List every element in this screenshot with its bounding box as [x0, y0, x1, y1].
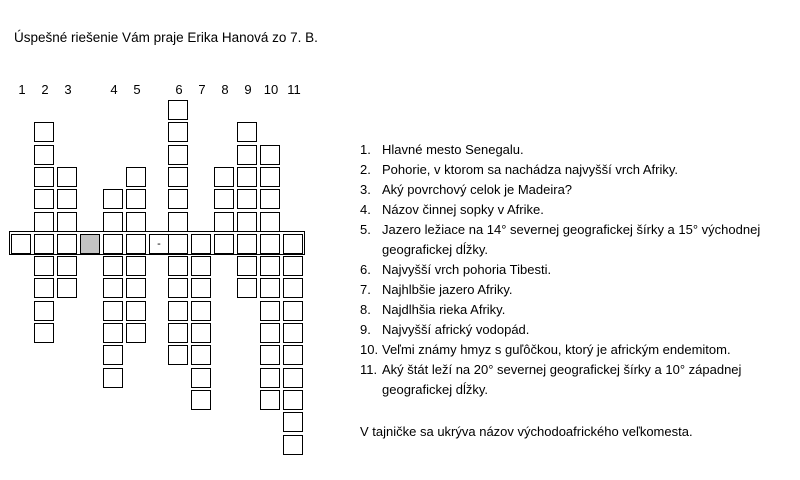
- grid-cell: [237, 189, 257, 209]
- column-number: 9: [244, 82, 252, 97]
- grid-cell: [283, 435, 303, 455]
- grid-cell: [260, 345, 280, 365]
- grid-cell: [103, 345, 123, 365]
- clue-item: 7. Najhlbšie jazero Afriky.: [360, 282, 513, 297]
- grid-cell: [260, 167, 280, 187]
- grid-cell: [237, 212, 257, 232]
- grid-cell: [34, 145, 54, 165]
- column-number: 6: [175, 82, 183, 97]
- secret-cell: [260, 234, 280, 254]
- grid-cell: [103, 256, 123, 276]
- clue-list: [360, 140, 785, 400]
- grid-cell: [214, 167, 234, 187]
- grid-cell: [191, 278, 211, 298]
- grid-cell: [34, 323, 54, 343]
- crossword-grid: [0, 0, 320, 480]
- grid-cell: [191, 368, 211, 388]
- grid-cell: [283, 368, 303, 388]
- column-number: 4: [110, 82, 118, 97]
- grid-cell: [191, 323, 211, 343]
- grid-cell: [34, 212, 54, 232]
- clue-item: 4. Názov činnej sopky v Afrike.: [360, 202, 544, 217]
- grid-cell: [214, 212, 234, 232]
- grid-cell: [34, 278, 54, 298]
- grid-cell: [57, 278, 77, 298]
- secret-cell: [237, 234, 257, 254]
- grid-cell: [57, 189, 77, 209]
- clue-item: 5. Jazero ležiace na 14° severnej geografickej šírky a 15° východnej geografickej dĺžky.: [360, 222, 761, 257]
- secret-cell: [11, 234, 31, 254]
- grid-cell: [283, 345, 303, 365]
- grid-cell: [260, 189, 280, 209]
- grid-cell: [283, 390, 303, 410]
- column-number: 2: [41, 82, 49, 97]
- grid-cell: [34, 256, 54, 276]
- grid-cell: [103, 368, 123, 388]
- grid-cell: [168, 189, 188, 209]
- grid-cell: [237, 167, 257, 187]
- grid-cell: [34, 301, 54, 321]
- footer-note: V tajničke sa ukrýva názov východoafrického veľkomesta.: [360, 424, 693, 439]
- secret-cell: [57, 234, 77, 254]
- secret-cell: [126, 234, 146, 254]
- grid-cell: [260, 256, 280, 276]
- secret-cell: [214, 234, 234, 254]
- secret-cell: [191, 234, 211, 254]
- grid-cell: [283, 412, 303, 432]
- grid-cell: [126, 212, 146, 232]
- grid-cell: [168, 278, 188, 298]
- secret-cell: [34, 234, 54, 254]
- grid-cell: [126, 301, 146, 321]
- clue-item: 2. Pohorie, v ktorom sa nachádza najvyšší vrch Afriky.: [360, 162, 678, 177]
- grid-cell: [168, 100, 188, 120]
- grid-cell: [126, 278, 146, 298]
- grid-cell: [103, 212, 123, 232]
- grid-cell: [34, 167, 54, 187]
- page-title: Úspešné riešenie Vám praje Erika Hanová zo 7. B.: [14, 30, 318, 45]
- grid-cell: [57, 256, 77, 276]
- grid-cell: [283, 256, 303, 276]
- clue-item: 9. Najvyšší africký vodopád.: [360, 322, 530, 337]
- grid-cell: [260, 278, 280, 298]
- grid-cell: [126, 189, 146, 209]
- grid-cell: [237, 256, 257, 276]
- secret-cell: [103, 234, 123, 254]
- clue-item: 11. Aký štát leží na 20° severnej geografickej šírky a 10° západnej geografickej dĺžky.: [360, 362, 742, 397]
- grid-cell: [283, 301, 303, 321]
- grid-cell: [214, 189, 234, 209]
- grid-cell: [237, 278, 257, 298]
- grid-cell: [126, 256, 146, 276]
- secret-cell: [283, 234, 303, 254]
- grid-cell: [237, 145, 257, 165]
- grid-cell: [283, 323, 303, 343]
- column-number: 1: [18, 82, 26, 97]
- grid-cell: [103, 189, 123, 209]
- secret-cell: [168, 234, 188, 254]
- column-number: 11: [287, 82, 301, 97]
- clue-item: 10. Veľmi známy hmyz s guľôčkou, ktorý je africkým endemitom.: [360, 342, 731, 357]
- grid-cell: [168, 212, 188, 232]
- grid-cell: [126, 323, 146, 343]
- grid-cell: [260, 390, 280, 410]
- grid-cell: [168, 256, 188, 276]
- grid-cell: [168, 122, 188, 142]
- grid-cell: [168, 167, 188, 187]
- grid-cell: [34, 189, 54, 209]
- secret-cell: [80, 234, 100, 254]
- column-number: 8: [221, 82, 229, 97]
- grid-cell: [260, 323, 280, 343]
- grid-cell: [34, 122, 54, 142]
- grid-cell: [126, 167, 146, 187]
- grid-cell: [57, 212, 77, 232]
- grid-cell: [191, 301, 211, 321]
- grid-cell: [103, 301, 123, 321]
- column-number: 3: [64, 82, 72, 97]
- grid-cell: [103, 278, 123, 298]
- clue-item: 1. Hlavné mesto Senegalu.: [360, 142, 524, 157]
- grid-cell: [260, 145, 280, 165]
- grid-cell: [168, 323, 188, 343]
- grid-cell: [191, 256, 211, 276]
- grid-cell: [237, 122, 257, 142]
- column-number: 7: [198, 82, 206, 97]
- grid-cell: [168, 145, 188, 165]
- grid-cell: [260, 301, 280, 321]
- column-number: 5: [133, 82, 141, 97]
- clue-item: 8. Najdlhšia rieka Afriky.: [360, 302, 506, 317]
- grid-cell: [191, 345, 211, 365]
- secret-cell: -: [149, 234, 169, 254]
- grid-cell: [260, 368, 280, 388]
- grid-cell: [57, 167, 77, 187]
- grid-cell: [103, 323, 123, 343]
- grid-cell: [168, 345, 188, 365]
- grid-cell: [260, 212, 280, 232]
- grid-cell: [283, 278, 303, 298]
- clue-item: 3. Aký povrchový celok je Madeira?: [360, 182, 573, 197]
- column-number: 10: [263, 82, 279, 97]
- clue-item: 6. Najvyšší vrch pohoria Tibesti.: [360, 262, 552, 277]
- grid-cell: [191, 390, 211, 410]
- grid-cell: [168, 301, 188, 321]
